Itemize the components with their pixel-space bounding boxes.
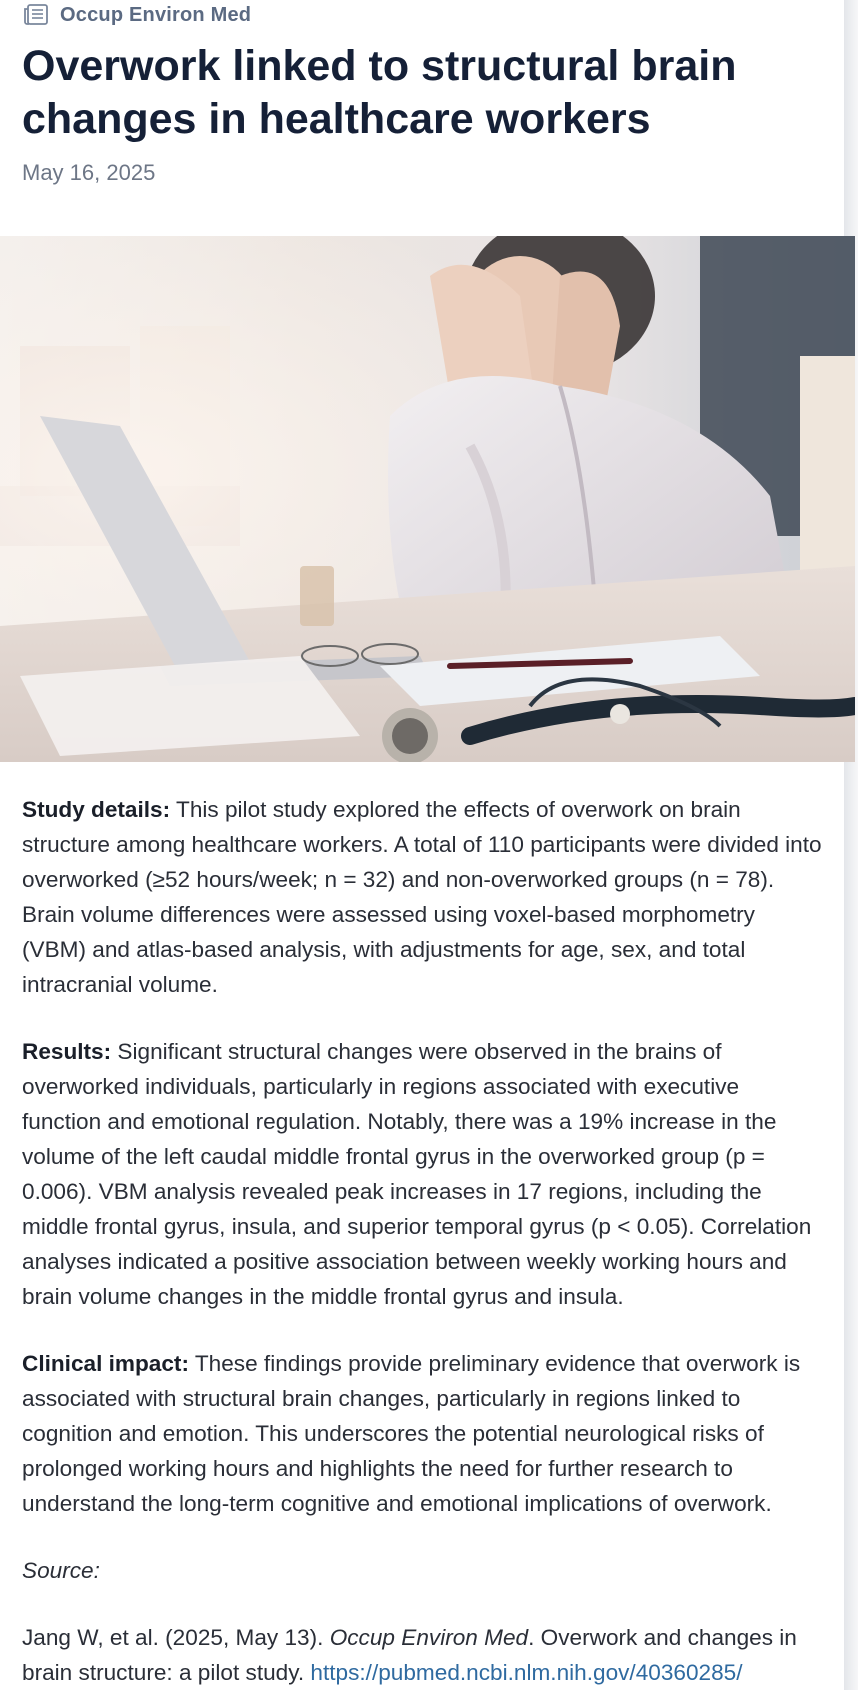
results-paragraph: [22, 1034, 822, 1314]
clinical-impact-paragraph: [22, 1346, 822, 1521]
hero-image: [0, 236, 855, 762]
journal-name[interactable]: Occup Environ Med: [60, 3, 252, 26]
clinical-impact-label: Clinical impact:: [22, 1351, 189, 1376]
source-label-paragraph: [22, 1553, 822, 1588]
citation-authors: Jang W, et al. (2025, May 13).: [22, 1625, 330, 1650]
citation-paragraph: [22, 1620, 822, 1690]
article-title: Overwork linked to structural brain changes in healthcare workers: [22, 42, 737, 143]
citation-journal: Occup Environ Med: [329, 1625, 529, 1650]
study-details-paragraph: [22, 792, 822, 1002]
journal-row: [22, 2, 251, 28]
source-label: Source:: [22, 1558, 100, 1583]
publish-date: May 16, 2025: [22, 160, 156, 185]
clinical-impact-text: These findings provide preliminary evidence that overwork is associated with structural brain changes, particularly in regions linked to cognition and emotion. This underscores the potential neurological risks of prolonged working hours and highlights the need for further research to understand the long-term cognitive and emotional implications of overwork.: [22, 1351, 801, 1516]
newspaper-icon: [22, 2, 50, 28]
study-details-label: Study details:: [22, 797, 171, 822]
citation-title: . Overwork and changes in brain structure: a pilot study.: [22, 1625, 797, 1685]
study-details-text: This pilot study explored the effects of overwork on brain structure among healthcare workers. A total of 110 participants were divided into overworked (≥52 hours/week; n = 32) and non-overworked groups (n = 78). Brain volume differences were assessed using voxel-based morphometry (VBM) and atlas-based analysis, with adjustments for age, sex, and total intracranial volume.: [22, 797, 822, 997]
pubmed-link[interactable]: https://pubmed.ncbi.nlm.nih.gov/40360285/: [310, 1660, 743, 1685]
results-text: Significant structural changes were observed in the brains of overworked individuals, particularly in regions associated with executive function and emotional regulation. Notably, there was a 19% increase in the volume of the left caudal middle frontal gyrus in the overworked group (p = 0.006). VBM analysis revealed peak increases in 17 regions, including the middle frontal gyrus, insula, and superior temporal gyrus (p < 0.05). Correlation analyses indicated a positive association between weekly working hours and brain volume changes in the middle frontal gyrus and insula.: [22, 1039, 812, 1309]
results-label: Results:: [22, 1039, 112, 1064]
stressed-doctor-photo: [0, 236, 855, 762]
article-body: [22, 792, 822, 1690]
